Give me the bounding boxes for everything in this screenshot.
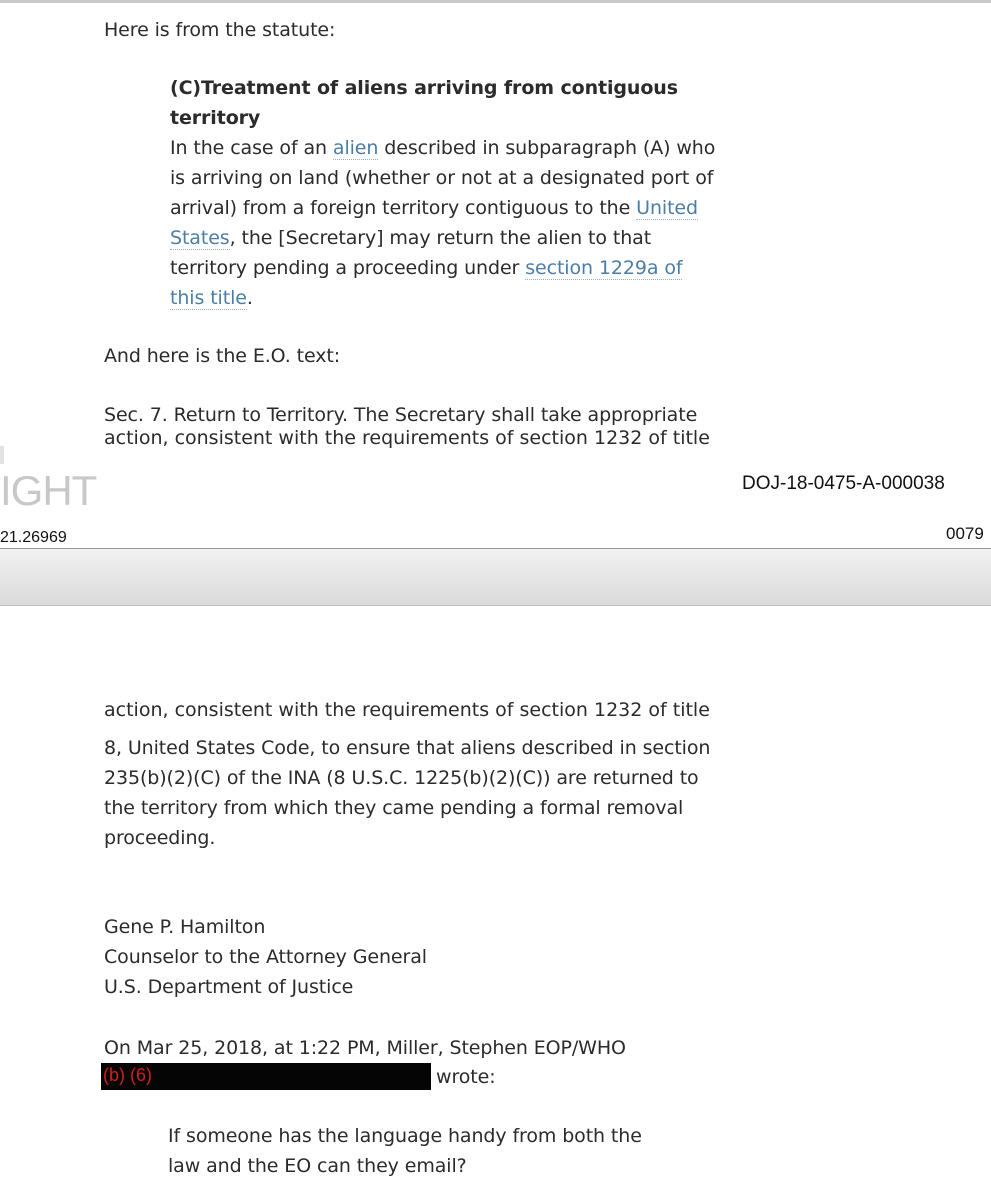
eo-cut-text: action, consistent with the requirements of section 1232 of title — [104, 427, 710, 449]
quoted-header: On Mar 25, 2018, at 1:22 PM, Miller, Stephen EOP/WHO — [104, 1037, 626, 1059]
united-states-link[interactable]: United — [636, 197, 698, 219]
statute-text: arrival) from a foreign territory contiguous to the — [170, 197, 637, 219]
statute-text: . — [246, 287, 253, 309]
quoted-line-1: If someone has the language handy from both the — [168, 1125, 642, 1147]
eo-cut-line-top — [104, 699, 764, 728]
eo-cut-text: action, consistent with the requirements of section 1232 of title — [104, 699, 710, 721]
statute-text: , the [Secretary] may return the alien to that — [229, 227, 652, 249]
eo-line-5: proceeding. — [104, 827, 216, 849]
statute-line-3 — [170, 193, 698, 223]
quoted-line-2: law and the EO can they email? — [168, 1155, 467, 1177]
this-title-link[interactable]: this title — [170, 287, 247, 309]
statute-heading-line2: territory — [170, 107, 261, 129]
statute-line-1 — [170, 133, 715, 163]
eo-line-1: Sec. 7. Return to Territory. The Secretary shall take appropriate — [104, 404, 698, 426]
redaction-box — [101, 1063, 431, 1090]
eo-intro: And here is the E.O. text: — [104, 345, 341, 367]
statute-line-6 — [170, 283, 253, 313]
statute-intro: Here is from the statute: — [104, 19, 336, 41]
eo-cut-line-bottom — [104, 427, 754, 449]
page-right-number: 0079 — [946, 524, 984, 543]
eo-line-3: 235(b)(2)(C) of the INA (8 U.S.C. 1225(b)(2)(C)) are returned to — [104, 767, 699, 789]
statute-line-5 — [170, 253, 682, 283]
statute-text: In the case of an — [170, 137, 333, 159]
watermark-mark — [0, 446, 4, 464]
eo-line-4: the territory from which they came pending a formal removal — [104, 797, 684, 819]
watermark-fragment: IGHT — [0, 467, 97, 514]
statute-line-4 — [170, 223, 651, 253]
alien-link[interactable]: alien — [332, 137, 379, 159]
statute-text: territory pending a proceeding under — [170, 257, 526, 279]
eo-line-2: 8, United States Code, to ensure that aliens described in section — [104, 737, 711, 759]
signature-name: Gene P. Hamilton — [104, 916, 266, 938]
section-1229a-link[interactable]: section 1229a of — [525, 257, 683, 279]
statute-heading-line1: (C)Treatment of aliens arriving from contiguous — [170, 77, 678, 99]
document-page-top — [0, 0, 991, 548]
signature-title: Counselor to the Attorney General — [104, 946, 427, 968]
page-gap — [0, 548, 991, 605]
signature-org: U.S. Department of Justice — [104, 976, 354, 998]
statute-text: described in subparagraph (A) who — [378, 137, 716, 159]
redaction-code: (b) (6) — [103, 1065, 152, 1085]
bates-number: DOJ-18-0475-A-000038 — [742, 473, 945, 494]
page-left-number: 21.26969 — [0, 529, 67, 546]
united-states-link-cont[interactable]: States — [170, 227, 230, 249]
wrote-label: wrote: — [436, 1066, 496, 1088]
statute-line-2: is arriving on land (whether or not at a designated port of — [170, 167, 714, 189]
